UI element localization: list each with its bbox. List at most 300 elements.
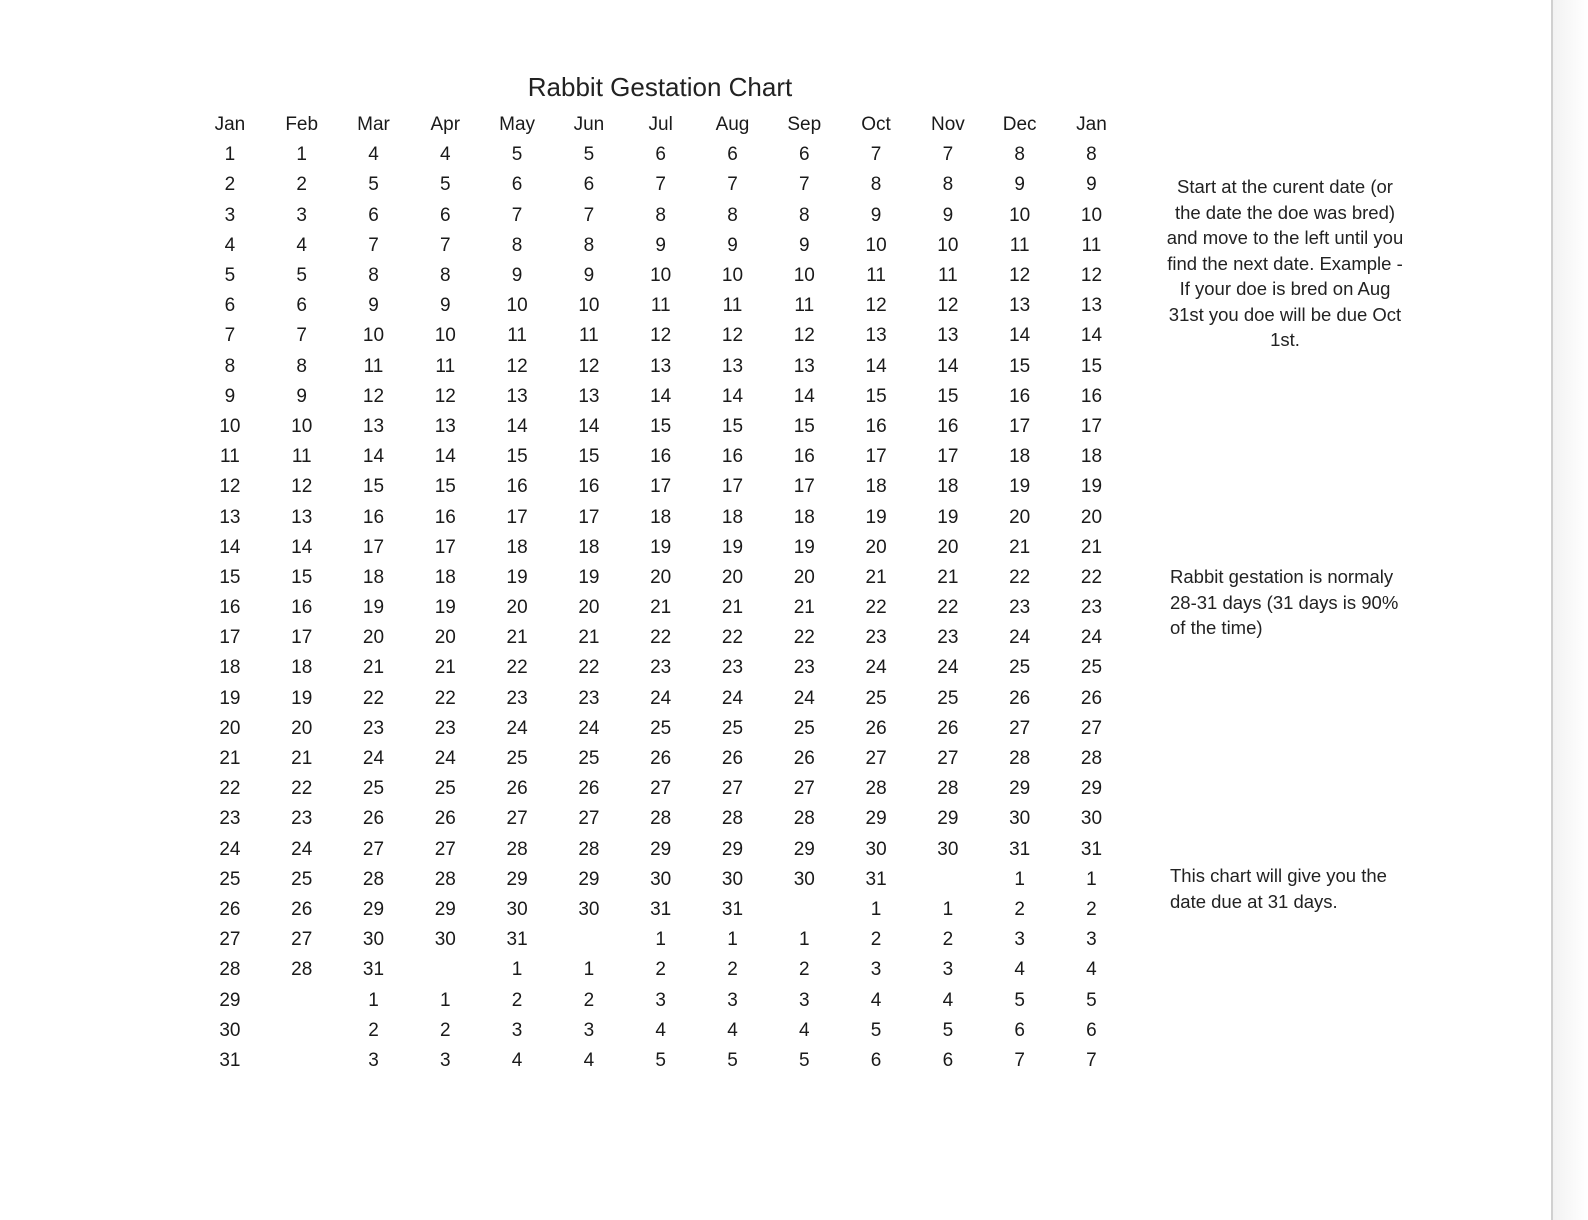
table-cell: 25 <box>434 778 456 800</box>
table-cell: 1 <box>296 144 307 166</box>
table-cell: 16 <box>721 446 744 468</box>
table-cell: 16 <box>506 476 528 498</box>
table-cell: 15 <box>721 415 744 437</box>
table-cell: 12 <box>578 355 600 377</box>
table-cell: 17 <box>937 446 959 468</box>
table-cell: 23 <box>1009 597 1031 619</box>
table-cell: 27 <box>865 748 887 770</box>
table-cell: 17 <box>1080 415 1103 437</box>
table-cell <box>912 865 984 895</box>
table-cell: 18 <box>506 536 528 558</box>
table-cell: 28 <box>650 808 672 830</box>
table-cell: 21 <box>1080 536 1103 558</box>
table-cell: 26 <box>865 717 887 739</box>
table-cell: 31 <box>721 898 744 920</box>
table-cell: 3 <box>583 1019 595 1041</box>
table-cell: 1 <box>798 929 810 951</box>
table-cell: 3 <box>224 204 236 226</box>
table-cell: 29 <box>865 808 887 830</box>
table-cell <box>553 925 625 955</box>
table-cell: 11 <box>1009 234 1030 256</box>
table-cell: 15 <box>506 446 528 468</box>
table-cell: 30 <box>362 929 385 951</box>
table-cell: 20 <box>650 566 672 588</box>
table-cell: 20 <box>434 627 456 649</box>
table-cell: 21 <box>793 597 815 619</box>
table-cell: 27 <box>1080 717 1103 739</box>
table-cell: 30 <box>650 868 672 890</box>
table-cell: 12 <box>793 325 815 347</box>
table-cell: 11 <box>435 355 456 377</box>
table-cell: 13 <box>219 506 241 528</box>
table-cell: 10 <box>219 415 241 437</box>
table-cell: 7 <box>1014 1049 1025 1071</box>
table-cell: 28 <box>1009 748 1031 770</box>
table-cell: 24 <box>362 748 385 770</box>
table-cell: 25 <box>506 748 528 770</box>
table-cell: 20 <box>506 597 528 619</box>
table-cell: 11 <box>291 446 312 468</box>
table-cell: 18 <box>1009 446 1031 468</box>
table-cell: 5 <box>440 174 451 196</box>
table-cell: 3 <box>511 1019 523 1041</box>
column-header: Feb <box>285 114 319 136</box>
column-header: May <box>499 114 536 136</box>
table-cell: 19 <box>721 536 744 558</box>
table-cell: 6 <box>655 144 666 166</box>
table-cell: 17 <box>1009 415 1031 437</box>
table-cell: 30 <box>865 838 887 860</box>
table-cell: 27 <box>793 778 815 800</box>
table-cell: 26 <box>219 898 241 920</box>
table-cell: 21 <box>219 748 241 770</box>
table-cell: 8 <box>440 265 451 287</box>
table-cell: 29 <box>793 838 815 860</box>
table-cell: 12 <box>291 476 313 498</box>
table-cell: 2 <box>1086 898 1097 920</box>
table-cell: 6 <box>1014 1019 1025 1041</box>
table-cell: 27 <box>937 748 959 770</box>
table-cell: 8 <box>1086 144 1097 166</box>
table-cell: 25 <box>865 687 887 709</box>
table-cell: 17 <box>650 476 672 498</box>
table-cell: 3 <box>870 959 882 981</box>
table-cell: 13 <box>434 415 456 437</box>
table-cell: 7 <box>368 234 379 256</box>
table-cell: 10 <box>1009 204 1031 226</box>
table-cell: 11 <box>794 295 815 317</box>
table-cell: 4 <box>655 1019 666 1041</box>
table-cell: 17 <box>434 536 456 558</box>
table-cell: 6 <box>511 174 523 196</box>
table-cell: 8 <box>583 234 595 256</box>
table-cell: 1 <box>942 898 954 920</box>
column-header: Nov <box>930 114 965 136</box>
table-cell: 30 <box>506 898 528 920</box>
table-cell: 5 <box>368 174 379 196</box>
table-cell: 30 <box>578 898 600 920</box>
table-cell: 2 <box>224 174 236 196</box>
table-cell: 7 <box>1086 1049 1097 1071</box>
table-cell: 25 <box>721 717 744 739</box>
table-cell: 18 <box>434 566 456 588</box>
page-title: Rabbit Gestation Chart <box>527 72 793 102</box>
table-cell: 13 <box>1009 295 1031 317</box>
table-cell: 29 <box>434 898 456 920</box>
table-cell: 20 <box>578 597 600 619</box>
table-cell: 14 <box>650 385 672 407</box>
table-cell: 16 <box>291 597 313 619</box>
table-cell: 3 <box>727 989 738 1011</box>
table-cell: 24 <box>219 838 241 860</box>
table-cell: 18 <box>721 506 744 528</box>
table-cell: 30 <box>219 1019 241 1041</box>
table-cell: 29 <box>362 898 385 920</box>
table-cell: 1 <box>1014 868 1025 890</box>
table-cell: 15 <box>865 385 887 407</box>
table-cell: 31 <box>1080 838 1103 860</box>
table-cell: 7 <box>296 325 307 347</box>
table-cell: 11 <box>220 446 240 468</box>
table-cell: 26 <box>721 748 744 770</box>
table-cell: 2 <box>583 989 595 1011</box>
column-header: Aug <box>715 114 750 136</box>
table-cell: 25 <box>793 717 815 739</box>
table-cell: 13 <box>578 385 600 407</box>
table-cell: 21 <box>937 566 959 588</box>
table-cell: 22 <box>578 657 600 679</box>
table-cell: 31 <box>362 959 385 981</box>
table-cell: 4 <box>870 989 882 1011</box>
table-cell: 5 <box>583 144 595 166</box>
table-cell: 10 <box>721 265 744 287</box>
table-cell: 19 <box>434 597 456 619</box>
table-cell: 20 <box>793 566 815 588</box>
table-cell: 19 <box>1009 476 1031 498</box>
table-cell: 12 <box>721 325 744 347</box>
table-cell: 2 <box>440 1019 451 1041</box>
table-cell: 10 <box>1080 204 1103 226</box>
table-cell: 24 <box>865 657 887 679</box>
column-header: Jul <box>648 114 673 136</box>
column-header: Mar <box>357 114 390 136</box>
table-cell: 1 <box>511 959 523 981</box>
table-cell: 26 <box>793 748 815 770</box>
table-cell: 6 <box>440 204 451 226</box>
table-cell: 13 <box>721 355 744 377</box>
table-cell: 23 <box>578 687 600 709</box>
table-cell: 13 <box>865 325 887 347</box>
table-cell: 28 <box>865 778 887 800</box>
table-cell: 11 <box>507 325 527 347</box>
table-cell: 1 <box>727 929 738 951</box>
table-cell: 8 <box>942 174 954 196</box>
table-cell: 31 <box>865 868 887 890</box>
table-cell: 28 <box>434 868 456 890</box>
table-cell: 6 <box>583 174 595 196</box>
table-cell: 8 <box>368 265 379 287</box>
table-cell: 8 <box>727 204 738 226</box>
table-cell: 5 <box>511 144 523 166</box>
table-cell: 2 <box>870 929 882 951</box>
table-cell: 25 <box>937 687 959 709</box>
table-cell: 11 <box>579 325 599 347</box>
table-cell: 22 <box>362 687 385 709</box>
table-cell: 23 <box>865 627 887 649</box>
table-cell: 5 <box>1014 989 1025 1011</box>
table-cell: 12 <box>1080 265 1103 287</box>
table-cell: 13 <box>650 355 672 377</box>
table-cell: 11 <box>363 355 384 377</box>
table-cell: 10 <box>937 234 959 256</box>
table-cell: 20 <box>937 536 959 558</box>
page-edge-shadow <box>1553 0 1588 1220</box>
column-header: Jan <box>214 114 246 136</box>
table-cell: 4 <box>1014 959 1025 981</box>
table-cell: 28 <box>1080 748 1103 770</box>
table-cell: 20 <box>1009 506 1031 528</box>
table-cell: 31 <box>650 898 672 920</box>
table-cell: 24 <box>937 657 959 679</box>
table-cell: 12 <box>362 385 385 407</box>
table-cell: 10 <box>650 265 672 287</box>
table-cell: 29 <box>650 838 672 860</box>
table-cell: 24 <box>578 717 600 739</box>
table-cell: 18 <box>362 566 385 588</box>
table-cell: 15 <box>1009 355 1031 377</box>
table-cell: 10 <box>291 415 313 437</box>
table-cell: 7 <box>511 204 523 226</box>
table-cell: 4 <box>224 234 236 256</box>
table-cell: 25 <box>578 748 600 770</box>
table-cell: 6 <box>224 295 236 317</box>
table-cell: 28 <box>219 959 241 981</box>
table-cell: 20 <box>291 717 313 739</box>
table-cell: 8 <box>798 204 810 226</box>
table-cell: 17 <box>291 627 313 649</box>
table-cell: 12 <box>434 385 456 407</box>
table-cell <box>266 985 338 1015</box>
table-cell: 24 <box>434 748 456 770</box>
table-cell: 22 <box>291 778 313 800</box>
table-cell: 2 <box>655 959 666 981</box>
table-cell: 29 <box>721 838 744 860</box>
table-cell: 9 <box>224 385 236 407</box>
table-cell: 7 <box>942 144 954 166</box>
table-cell: 5 <box>296 265 307 287</box>
table-cell: 19 <box>219 687 241 709</box>
table-cell: 23 <box>650 657 672 679</box>
table-cell: 11 <box>866 265 886 287</box>
table-cell: 9 <box>440 295 451 317</box>
table-cell: 14 <box>937 355 959 377</box>
table-cell: 9 <box>727 234 738 256</box>
table-cell: 3 <box>368 1049 379 1071</box>
table-cell: 11 <box>650 295 671 317</box>
column-header: Dec <box>1002 114 1037 136</box>
table-cell: 7 <box>440 234 451 256</box>
table-cell: 1 <box>655 929 666 951</box>
table-cell: 3 <box>1014 929 1025 951</box>
table-cell: 16 <box>219 597 241 619</box>
table-cell: 7 <box>870 144 882 166</box>
table-cell: 10 <box>362 325 385 347</box>
table-cell: 19 <box>1080 476 1103 498</box>
table-cell: 25 <box>1080 657 1103 679</box>
table-cell: 12 <box>506 355 528 377</box>
table-cell: 2 <box>942 929 954 951</box>
table-cell: 18 <box>793 506 815 528</box>
table-cell: 20 <box>219 717 241 739</box>
table-cell: 12 <box>650 325 672 347</box>
table-cell: 26 <box>434 808 456 830</box>
table-cell: 27 <box>721 778 744 800</box>
table-cell: 19 <box>650 536 672 558</box>
table-cell: 14 <box>506 415 528 437</box>
table-cell: 14 <box>219 536 241 558</box>
table-cell: 12 <box>937 295 959 317</box>
table-cell: 28 <box>506 838 528 860</box>
table-cell: 14 <box>1080 325 1103 347</box>
table-cell: 28 <box>362 868 385 890</box>
table-cell: 23 <box>506 687 528 709</box>
table-cell: 30 <box>721 868 744 890</box>
table-cell: 18 <box>865 476 887 498</box>
gestation-note: Rabbit gestation is normaly 28-31 days (31 days is 90% of the time) <box>1170 566 1399 638</box>
table-cell: 15 <box>650 415 672 437</box>
table-cell: 30 <box>793 868 815 890</box>
table-cell: 23 <box>219 808 241 830</box>
table-cell: 21 <box>291 748 313 770</box>
table-cell: 13 <box>506 385 528 407</box>
chart-info-note: This chart will give you the date due at 31 days. <box>1170 865 1387 912</box>
table-cell: 4 <box>1086 959 1097 981</box>
table-cell: 27 <box>291 929 313 951</box>
table-cell: 10 <box>434 325 456 347</box>
table-cell: 9 <box>942 204 954 226</box>
table-cell: 24 <box>793 687 815 709</box>
table-cell: 21 <box>650 597 672 619</box>
table-cell <box>266 1046 338 1076</box>
table-cell: 4 <box>440 144 451 166</box>
table-cell: 4 <box>727 1019 738 1041</box>
table-cell: 14 <box>721 385 744 407</box>
table-cell: 21 <box>1009 536 1031 558</box>
table-cell: 31 <box>1009 838 1031 860</box>
table-cell: 2 <box>798 959 810 981</box>
table-cell: 14 <box>1009 325 1031 347</box>
table-cell: 17 <box>721 476 744 498</box>
table-cell: 10 <box>506 295 528 317</box>
table-cell: 26 <box>1009 687 1031 709</box>
table-cell: 7 <box>655 174 666 196</box>
table-cell: 26 <box>362 808 385 830</box>
table-cell: 19 <box>291 687 313 709</box>
table-cell: 13 <box>937 325 959 347</box>
table-cell: 13 <box>793 355 815 377</box>
table-cell: 4 <box>583 1049 595 1071</box>
table-cell: 3 <box>655 989 666 1011</box>
table-cell: 31 <box>506 929 528 951</box>
table-cell: 3 <box>1086 929 1097 951</box>
table-cell: 22 <box>793 627 815 649</box>
table-cell: 29 <box>937 808 959 830</box>
table-cell: 15 <box>1080 355 1103 377</box>
table-cell: 21 <box>434 657 456 679</box>
table-cell: 24 <box>1080 627 1103 649</box>
table-cell: 13 <box>1080 295 1103 317</box>
table-cell: 3 <box>440 1049 451 1071</box>
table-cell: 27 <box>1009 717 1031 739</box>
table-cell: 22 <box>650 627 672 649</box>
table-cell: 25 <box>362 778 385 800</box>
table-cell: 22 <box>1009 566 1031 588</box>
table-cell: 15 <box>362 476 385 498</box>
table-cell: 2 <box>727 959 738 981</box>
table-cell: 8 <box>511 234 523 256</box>
table-cell: 27 <box>362 838 385 860</box>
table-cell: 18 <box>291 657 313 679</box>
table-cell: 29 <box>1080 778 1103 800</box>
table-cell: 30 <box>937 838 959 860</box>
table-cell: 10 <box>578 295 600 317</box>
table-cell: 13 <box>291 506 313 528</box>
table-cell: 21 <box>362 657 385 679</box>
table-cell: 3 <box>798 989 810 1011</box>
table-cell: 29 <box>578 868 600 890</box>
table-cell: 16 <box>865 415 887 437</box>
table-cell: 26 <box>1080 687 1103 709</box>
table-cell: 6 <box>296 295 307 317</box>
table-cell: 28 <box>793 808 815 830</box>
table-cell: 1 <box>1086 868 1097 890</box>
table-cell: 1 <box>368 989 379 1011</box>
table-cell: 27 <box>506 808 528 830</box>
table-cell: 15 <box>291 566 313 588</box>
table-cell: 16 <box>937 415 959 437</box>
table-cell: 23 <box>721 657 744 679</box>
table-cell: 8 <box>296 355 307 377</box>
table-cell: 17 <box>506 506 528 528</box>
table-cell: 14 <box>434 446 456 468</box>
table-cell: 22 <box>721 627 744 649</box>
table-cell: 15 <box>578 446 600 468</box>
table-cell: 23 <box>793 657 815 679</box>
table-cell: 5 <box>1086 989 1097 1011</box>
table-cell: 9 <box>368 295 379 317</box>
table-cell: 17 <box>362 536 385 558</box>
table-cell: 22 <box>434 687 456 709</box>
table-cell: 11 <box>938 265 958 287</box>
table-cell: 27 <box>434 838 456 860</box>
table-cell: 11 <box>1081 234 1102 256</box>
table-cell: 16 <box>434 506 456 528</box>
table-cell: 14 <box>362 446 385 468</box>
table-cell: 9 <box>870 204 882 226</box>
table-cell: 10 <box>865 234 887 256</box>
table-cell: 9 <box>296 385 307 407</box>
table-cell: 2 <box>368 1019 379 1041</box>
table-cell: 28 <box>291 959 313 981</box>
column-header: Apr <box>430 114 461 136</box>
table-cell: 24 <box>650 687 672 709</box>
table-cell: 4 <box>511 1049 523 1071</box>
table-cell: 11 <box>722 295 743 317</box>
table-cell: 25 <box>650 717 672 739</box>
table-cell: 6 <box>870 1049 882 1071</box>
table-cell: 12 <box>1009 265 1031 287</box>
table-cell: 8 <box>655 204 666 226</box>
